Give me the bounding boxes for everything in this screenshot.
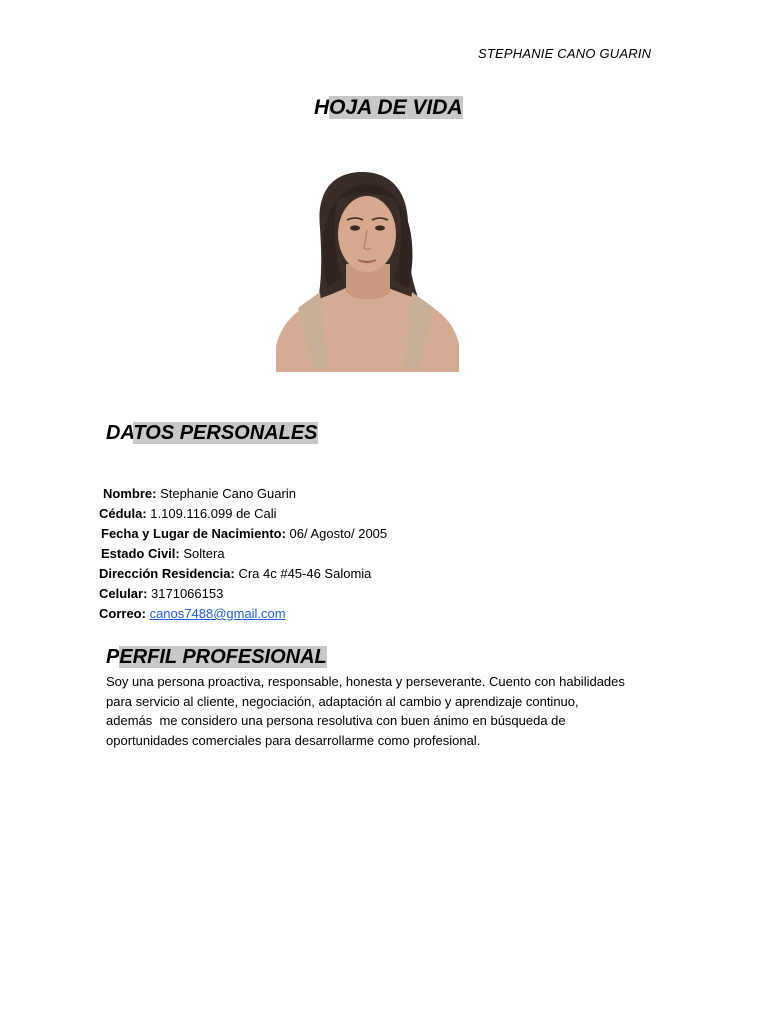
info-row-direccion [99,564,387,584]
info-label-correo: Correo: [99,606,146,621]
document-title [314,94,463,122]
profile-line: además me considero una persona resolutiva con buen ánimo en búsqueda de [106,713,566,728]
info-row-nacimiento [99,524,387,544]
info-label-nombre: Nombre: [103,486,157,501]
info-label-cedula: Cédula: [99,506,147,521]
info-row-nombre [99,484,387,504]
profile-line: para servicio al cliente, negociación, adaptación al cambio y aprendizaje continuo, [106,693,579,709]
info-value-celular: 3171066153 [147,586,224,601]
info-value-estado-civil: Soltera [179,546,225,561]
document-title-highlighted: OJA DE VIDA [329,96,463,119]
info-label-direccion: Dirección Residencia: [99,566,235,581]
datos-title-prefix: DA [106,422,134,444]
profile-line: Soy una persona proactiva, responsable, honesta y perseverante. Cuento con habilidades [106,674,625,689]
eye-right [375,225,385,230]
info-value-cedula: 1.109.116.099 de Cali [146,506,277,521]
info-label-estado-civil: Estado Civil: [101,546,180,561]
section-title-perfil-profesional [106,643,327,671]
info-row-cedula [99,504,387,524]
perfil-title-prefix: P [106,646,120,668]
eye-left [350,225,360,230]
email-link[interactable]: canos7488@gmail.com [149,606,286,621]
perfil-title-highlighted: ERFIL PROFESIONAL [119,646,327,668]
info-row-celular [99,584,387,604]
info-value-direccion: Cra 4c #45-46 Salomia [234,566,372,581]
info-value-nacimiento: 06/ Agosto/ 2005 [285,526,388,541]
info-row-estado-civil [99,544,387,564]
document-title-prefix: H [314,96,330,119]
personal-info-list [99,484,387,624]
profile-photo-illustration [276,168,459,372]
info-label-celular: Celular: [99,586,148,601]
info-label-nacimiento: Fecha y Lugar de Nacimiento: [101,526,286,541]
profile-description [106,672,666,750]
info-value-nombre: Stephanie Cano Guarin [156,486,296,501]
section-title-datos-personales [106,419,318,447]
profile-photo [276,168,459,372]
profile-line: oportunidades comerciales para desarrollarme como profesional. [106,732,481,748]
header-name: STEPHANIE CANO GUARIN [478,46,652,61]
datos-title-highlighted: TOS PERSONALES [133,422,318,444]
info-row-correo [99,604,387,624]
